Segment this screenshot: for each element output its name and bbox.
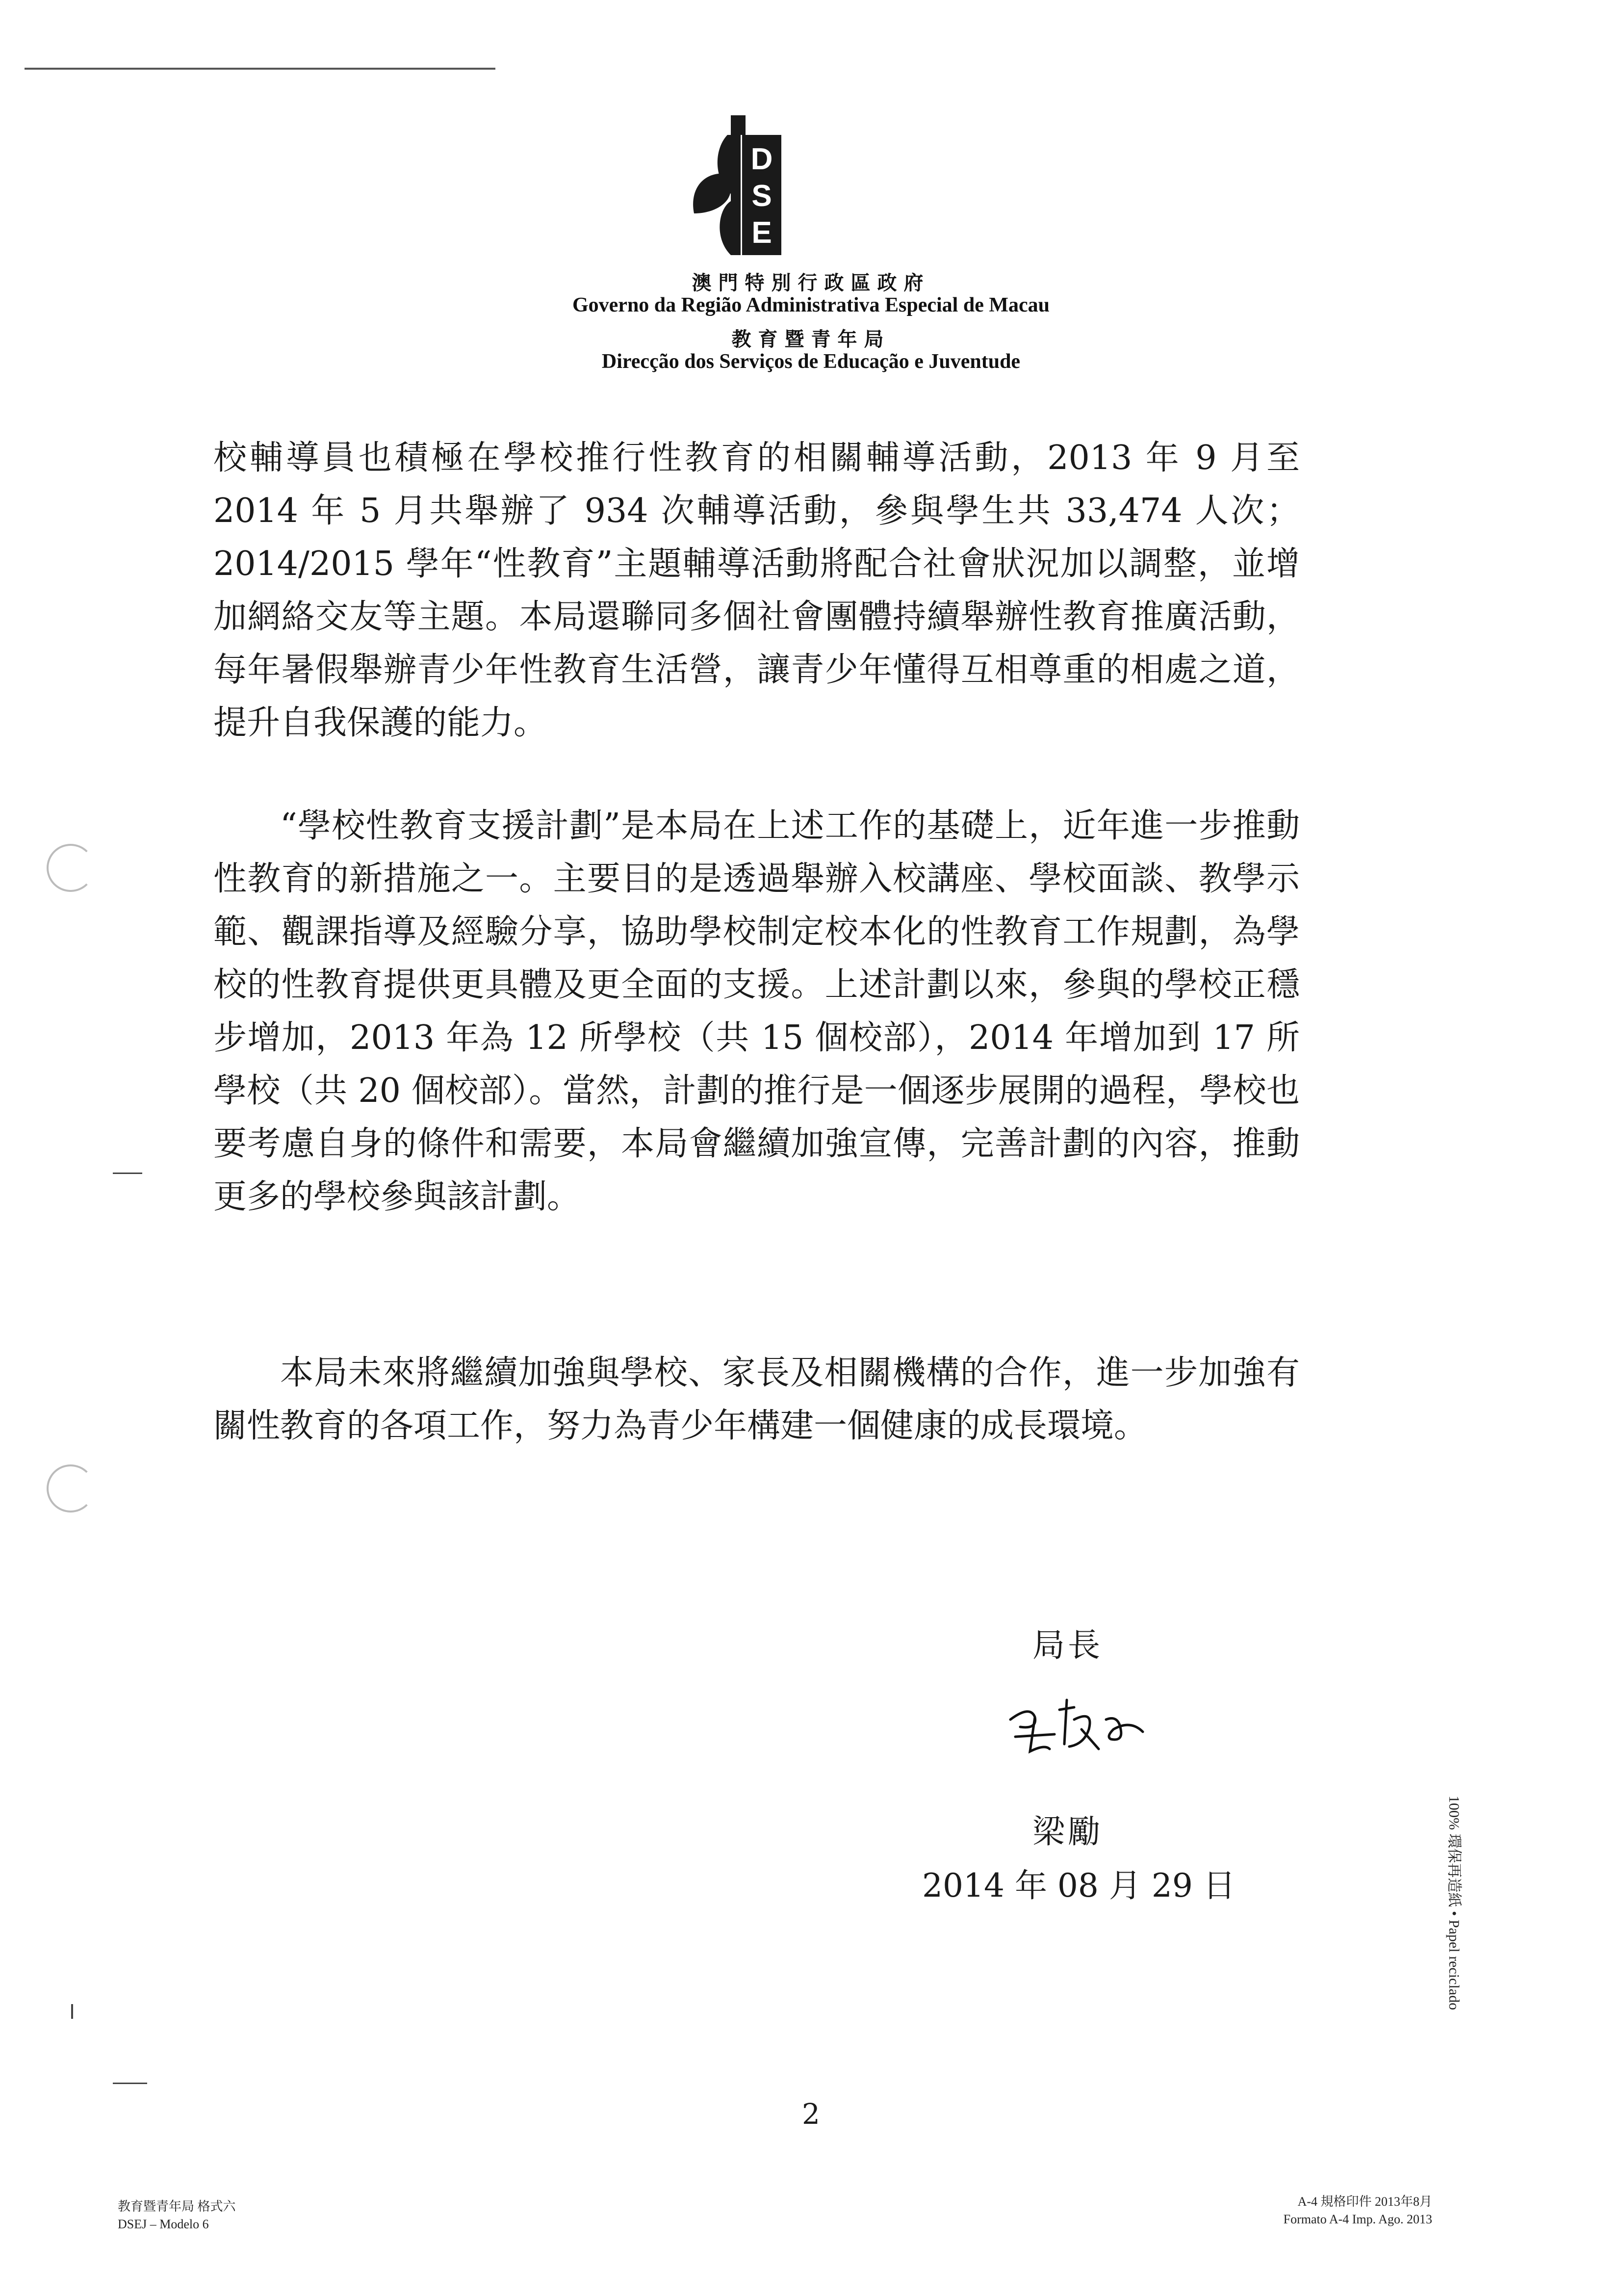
dept-name-pt: Direcção dos Serviços de Educação e Juventude (601, 350, 1021, 373)
footer-right-line1: A-4 規格印件 2013年8月 (1297, 2194, 1432, 2209)
footer-left (118, 2198, 236, 2233)
gov-name-zh: 澳門特別行政區政府 (692, 271, 930, 294)
body-paragraph-3: 本局未來將繼續加強與學校、家長及相關機構的合作，進一步加強有關性教育的各項工作，努力為青少年構建一個健康的成長環境。 (213, 1354, 1300, 1445)
signatory-name: 梁勵 (1032, 1813, 1103, 1851)
margin-tick (71, 2004, 73, 2019)
margin-mark-lower (113, 2083, 147, 2084)
signature-date: 2014 年 08 月 29 日 (922, 1867, 1236, 1905)
recycled-paper-note: 100% 環保再造紙 • Papel reciclado (1446, 1796, 1462, 2010)
logo-letter-d: D (750, 142, 773, 176)
footer-left-line1: 教育暨青年局 格式六 (118, 2199, 236, 2214)
dept-name-zh: 教育暨青年局 (731, 328, 891, 351)
footer-right-line2: Formato A-4 Imp. Ago. 2013 (1283, 2212, 1432, 2226)
hole-punch-top (47, 844, 95, 892)
body-paragraph-1: 校輔導員也積極在學校推行性教育的相關輔導活動，2013 年 9 月至 2014 年 5 月共舉辦了 934 次輔導活動，參與學生共 33,474 人次；2014/2015 學年“性教育”主題輔導活動將配合社會狀況加以調整，並增加網絡交友等主題。本局還聯同多個社會團體持續舉辦性教育推廣活動，每年暑假舉辦青少年性教育生活營，讓青少年懂得互相尊重的相處之道，提升自我保護的能力。 (213, 439, 1300, 742)
body-paragraph-2: “學校性教育支援計劃”是本局在上述工作的基礎上，近年進一步推動性教育的新措施之一。主要目的是透過舉辦入校講座、學校面談、教學示範、觀課指導及經驗分享，協助學校制定校本化的性教育工作規劃，為學校的性教育提供更具體及更全面的支援。上述計劃以來，參與的學校正穩步增加，2013 年為 12 所學校（共 15 個校部），2014 年增加到 17 所學校（共 20 個校部）。當然，計劃的推行是一個逐步展開的過程，學校也要考慮自身的條件和需要，本局會繼續加強宣傳，完善計劃的內容，推動更多的學校參與該計劃。 (213, 807, 1300, 1216)
page-number: 2 (802, 2097, 820, 2131)
handwritten-signature (1001, 1690, 1153, 1756)
footer-right (1177, 2193, 1432, 2228)
logo-letter-e: E (751, 216, 772, 250)
dsej-logo (684, 115, 802, 255)
footer-left-line2: DSEJ – Modelo 6 (118, 2217, 209, 2231)
margin-mark (113, 1173, 142, 1174)
hole-punch-bottom (47, 1464, 95, 1513)
signatory-title: 局長 (1032, 1626, 1103, 1664)
gov-name-pt: Governo da Região Administrativa Especial de Macau (572, 294, 1050, 316)
logo-letter-s: S (751, 179, 772, 213)
top-rule (25, 68, 495, 70)
